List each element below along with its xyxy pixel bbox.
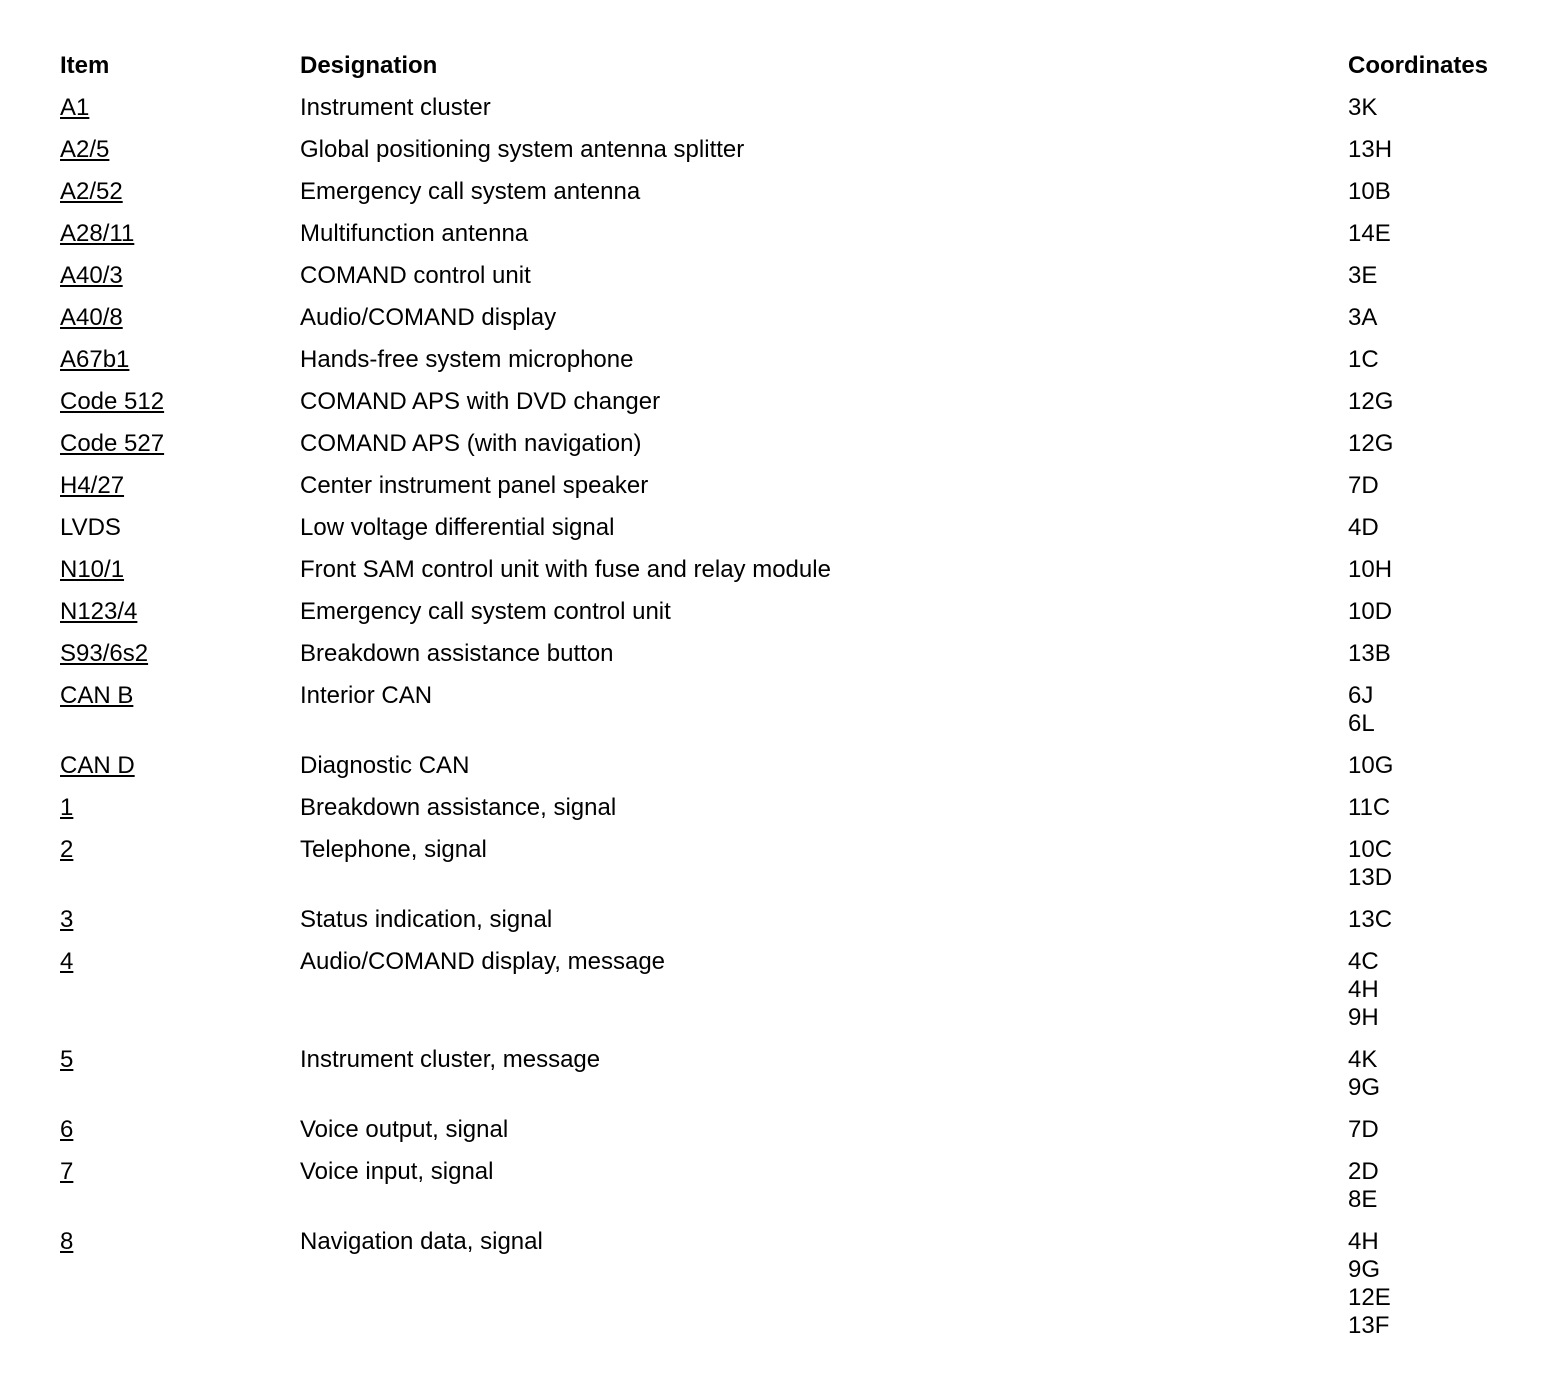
designation-cell: Breakdown assistance, signal	[300, 794, 617, 821]
legend-rows	[60, 94, 1540, 1354]
designation-column-header: Designation	[300, 52, 438, 79]
coordinate-value: 1C	[1348, 346, 1379, 373]
coordinate-value: 12E	[1348, 1284, 1391, 1311]
coordinates-cell	[1348, 472, 1528, 500]
legend-row	[60, 640, 1540, 682]
item-cell	[60, 304, 300, 332]
item-link[interactable]: 3	[60, 906, 74, 933]
coordinates-cell	[1348, 1158, 1528, 1214]
coordinates-cell	[1348, 836, 1528, 892]
legend-row	[60, 752, 1540, 794]
coordinates-cell	[1348, 94, 1528, 122]
designation-cell: Low voltage differential signal	[300, 514, 615, 541]
item-cell	[60, 1116, 300, 1144]
item-cell	[60, 682, 300, 710]
item-cell	[60, 514, 300, 542]
designation-cell: Emergency call system control unit	[300, 598, 671, 625]
coordinates-cell	[1348, 346, 1528, 374]
item-cell	[60, 794, 300, 822]
designation-cell: Global positioning system antenna splitter	[300, 136, 745, 163]
legend-row	[60, 1046, 1540, 1116]
designation-cell: Instrument cluster, message	[300, 1046, 601, 1073]
coordinate-value: 10B	[1348, 178, 1391, 205]
item-link[interactable]: 8	[60, 1228, 74, 1255]
item-cell	[60, 136, 300, 164]
coordinates-cell	[1348, 598, 1528, 626]
item-cell	[60, 94, 300, 122]
legend-row	[60, 598, 1540, 640]
legend-row	[60, 682, 1540, 752]
coordinate-value: 13F	[1348, 1312, 1390, 1339]
legend-row	[60, 836, 1540, 906]
item-cell	[60, 1046, 300, 1074]
designation-cell: Voice input, signal	[300, 1158, 494, 1185]
designation-cell: Center instrument panel speaker	[300, 472, 649, 499]
item-link[interactable]: 2	[60, 836, 74, 863]
coordinate-value: 7D	[1348, 1116, 1379, 1143]
legend-row	[60, 346, 1540, 388]
coordinates-cell	[1348, 556, 1528, 584]
item-label: LVDS	[60, 514, 121, 541]
coordinates-cell	[1348, 752, 1528, 780]
item-link[interactable]: N10/1	[60, 556, 125, 583]
coordinate-value: 13H	[1348, 136, 1393, 163]
designation-cell: Audio/COMAND display	[300, 304, 557, 331]
legend-table	[60, 52, 1540, 1354]
coordinates-cell	[1348, 220, 1528, 248]
legend-row	[60, 906, 1540, 948]
designation-cell: Diagnostic CAN	[300, 752, 470, 779]
coordinate-value: 12G	[1348, 430, 1394, 457]
designation-cell: Emergency call system antenna	[300, 178, 641, 205]
item-link[interactable]: CAN B	[60, 682, 134, 709]
legend-row	[60, 178, 1540, 220]
coordinate-value: 11C	[1348, 794, 1391, 821]
designation-cell: Status indication, signal	[300, 906, 553, 933]
item-cell	[60, 1228, 300, 1256]
coordinates-cell	[1348, 640, 1528, 668]
designation-cell: Voice output, signal	[300, 1116, 509, 1143]
coordinate-value: 10C	[1348, 836, 1393, 863]
coordinates-cell	[1348, 304, 1528, 332]
item-cell	[60, 556, 300, 584]
item-link[interactable]: H4/27	[60, 472, 125, 499]
item-link[interactable]: S93/6s2	[60, 640, 149, 667]
item-cell	[60, 388, 300, 416]
coordinates-cell	[1348, 514, 1528, 542]
item-link[interactable]: Code 512	[60, 388, 165, 415]
designation-cell: Front SAM control unit with fuse and relay module	[300, 556, 831, 583]
coordinate-value: 4H	[1348, 1228, 1379, 1255]
item-cell	[60, 346, 300, 374]
item-cell	[60, 472, 300, 500]
coordinate-value: 4K	[1348, 1046, 1378, 1073]
coordinates-cell	[1348, 1116, 1528, 1144]
item-cell	[60, 220, 300, 248]
item-cell	[60, 430, 300, 458]
item-cell	[60, 262, 300, 290]
coordinate-value: 3E	[1348, 262, 1378, 289]
coordinate-value: 4D	[1348, 514, 1379, 541]
coordinates-cell	[1348, 388, 1528, 416]
coordinate-value: 10G	[1348, 752, 1394, 779]
item-link[interactable]: A2/52	[60, 178, 123, 205]
item-link[interactable]: A67b1	[60, 346, 130, 373]
legend-row	[60, 94, 1540, 136]
item-link[interactable]: 1	[60, 794, 74, 821]
coordinate-value: 9G	[1348, 1256, 1381, 1283]
item-cell	[60, 752, 300, 780]
coordinate-value: 13B	[1348, 640, 1391, 667]
coordinate-value: 13C	[1348, 906, 1393, 933]
item-cell	[60, 640, 300, 668]
item-link[interactable]: A40/3	[60, 262, 123, 289]
coordinate-value: 9H	[1348, 1004, 1379, 1031]
legend-row	[60, 430, 1540, 472]
coordinate-value: 7D	[1348, 472, 1379, 499]
coordinates-cell	[1348, 430, 1528, 458]
legend-row	[60, 220, 1540, 262]
legend-row	[60, 472, 1540, 514]
coordinate-value: 4H	[1348, 976, 1379, 1003]
item-link[interactable]: 5	[60, 1046, 74, 1073]
coordinate-value: 10H	[1348, 556, 1393, 583]
coordinates-cell	[1348, 178, 1528, 206]
legend-row	[60, 388, 1540, 430]
designation-cell: Multifunction antenna	[300, 220, 529, 247]
coordinates-cell	[1348, 906, 1528, 934]
designation-cell: Interior CAN	[300, 682, 433, 709]
coordinate-value: 14E	[1348, 220, 1391, 247]
coordinate-value: 2D	[1348, 1158, 1379, 1185]
coordinate-value: 9G	[1348, 1074, 1381, 1101]
legend-header-row	[60, 52, 1540, 94]
designation-cell: Navigation data, signal	[300, 1228, 543, 1255]
designation-cell: Audio/COMAND display, message	[300, 948, 666, 975]
coordinates-cell	[1348, 1046, 1528, 1102]
item-cell	[60, 598, 300, 626]
coordinates-cell	[1348, 794, 1528, 822]
item-cell	[60, 178, 300, 206]
item-link[interactable]: 4	[60, 948, 74, 975]
item-cell	[60, 1158, 300, 1186]
coordinate-value: 8E	[1348, 1186, 1378, 1213]
item-link[interactable]: A1	[60, 94, 90, 121]
designation-cell: COMAND APS with DVD changer	[300, 388, 661, 415]
item-link[interactable]: CAN D	[60, 752, 135, 779]
item-column-header: Item	[60, 52, 110, 79]
coordinates-cell	[1348, 1228, 1528, 1340]
item-cell	[60, 906, 300, 934]
item-link[interactable]: 6	[60, 1116, 74, 1143]
coordinates-cell	[1348, 136, 1528, 164]
item-cell	[60, 948, 300, 976]
coordinates-cell	[1348, 948, 1528, 1032]
designation-cell: Telephone, signal	[300, 836, 487, 863]
legend-row	[60, 514, 1540, 556]
item-link[interactable]: A2/5	[60, 136, 110, 163]
coordinate-value: 3K	[1348, 94, 1378, 121]
legend-row	[60, 136, 1540, 178]
item-link[interactable]: N123/4	[60, 598, 138, 625]
coordinate-value: 10D	[1348, 598, 1393, 625]
item-link[interactable]: A28/11	[60, 220, 135, 247]
coordinate-value: 6J	[1348, 682, 1374, 709]
item-link[interactable]: Code 527	[60, 430, 165, 457]
coordinates-cell	[1348, 682, 1528, 738]
legend-row	[60, 948, 1540, 1046]
designation-cell: COMAND APS (with navigation)	[300, 430, 642, 457]
coordinate-value: 6L	[1348, 710, 1375, 737]
legend-row	[60, 1158, 1540, 1228]
item-cell	[60, 836, 300, 864]
designation-cell: Instrument cluster	[300, 94, 491, 121]
coordinate-value: 12G	[1348, 388, 1394, 415]
legend-row	[60, 556, 1540, 598]
legend-row	[60, 794, 1540, 836]
coordinate-value: 3A	[1348, 304, 1378, 331]
coordinates-cell	[1348, 262, 1528, 290]
designation-cell: Hands-free system microphone	[300, 346, 634, 373]
legend-row	[60, 262, 1540, 304]
designation-cell: COMAND control unit	[300, 262, 531, 289]
coordinate-value: 13D	[1348, 864, 1393, 891]
item-link[interactable]: A40/8	[60, 304, 123, 331]
legend-row	[60, 1228, 1540, 1354]
item-link[interactable]: 7	[60, 1158, 74, 1185]
legend-row	[60, 1116, 1540, 1158]
designation-cell: Breakdown assistance button	[300, 640, 614, 667]
legend-row	[60, 304, 1540, 346]
coordinate-value: 4C	[1348, 948, 1379, 975]
coordinates-column-header: Coordinates	[1348, 52, 1489, 79]
